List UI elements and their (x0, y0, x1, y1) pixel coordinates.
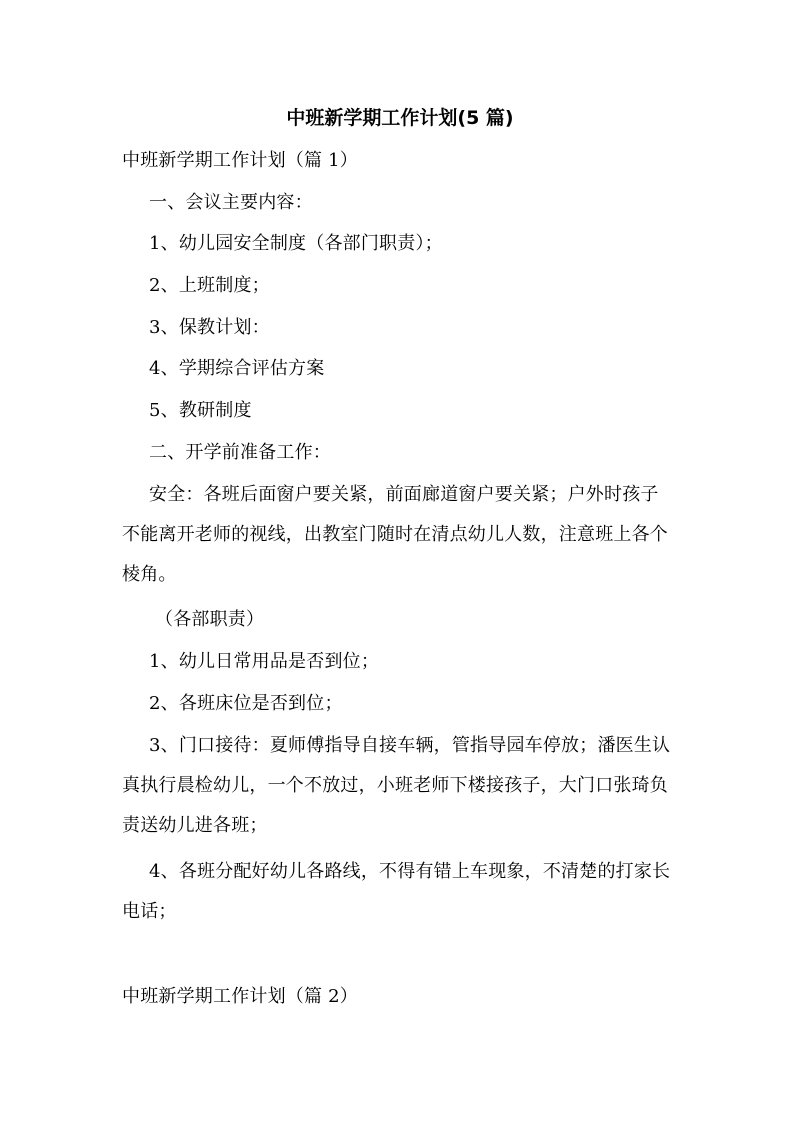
safety-paragraph (122, 475, 682, 595)
route-paragraph (122, 852, 682, 932)
section-heading-1: 中班新学期工作计划（篇 1） (122, 150, 358, 171)
meeting-item: 4、学期综合评估方案 (149, 358, 325, 379)
duties-heading: （各部职责） (155, 609, 265, 630)
meeting-item: 3、保教计划： (149, 317, 270, 338)
safety-line: 不能离开老师的视线，出教室门随时在清点幼儿人数，注意班上各个 (122, 524, 668, 545)
duty-item: 1、幼儿日常用品是否到位； (149, 651, 380, 672)
reception-line: 真执行晨检幼儿，一个不放过，小班老师下楼接孩子，大门口张琦负 (122, 775, 668, 796)
meeting-heading: 一、会议主要内容： (149, 192, 313, 213)
route-line: 电话； (122, 901, 177, 922)
meeting-item: 1、幼儿园安全制度（各部门职责）； (149, 233, 443, 254)
reception-line: 责送幼儿进各班； (122, 815, 268, 836)
route-line: 4、各班分配好幼儿各路线，不得有错上车现象，不清楚的打家长 (149, 861, 671, 882)
reception-line: 3、门口接待：夏师傅指导自接车辆，管指导园车停放；潘医生认 (149, 735, 671, 756)
duty-item: 2、各班床位是否到位； (149, 693, 343, 714)
meeting-item: 2、上班制度； (149, 275, 270, 296)
section-heading-2: 中班新学期工作计划（篇 2） (122, 986, 358, 1007)
safety-line: 棱角。 (122, 564, 177, 585)
reception-paragraph (122, 726, 682, 846)
safety-line: 安全：各班后面窗户要关紧，前面廊道窗户要关紧；户外时孩子 (149, 484, 659, 505)
document-title: 中班新学期工作计划(5 篇) (286, 107, 514, 129)
meeting-item: 5、教研制度 (149, 400, 252, 421)
prep-heading: 二、开学前准备工作： (149, 442, 331, 463)
